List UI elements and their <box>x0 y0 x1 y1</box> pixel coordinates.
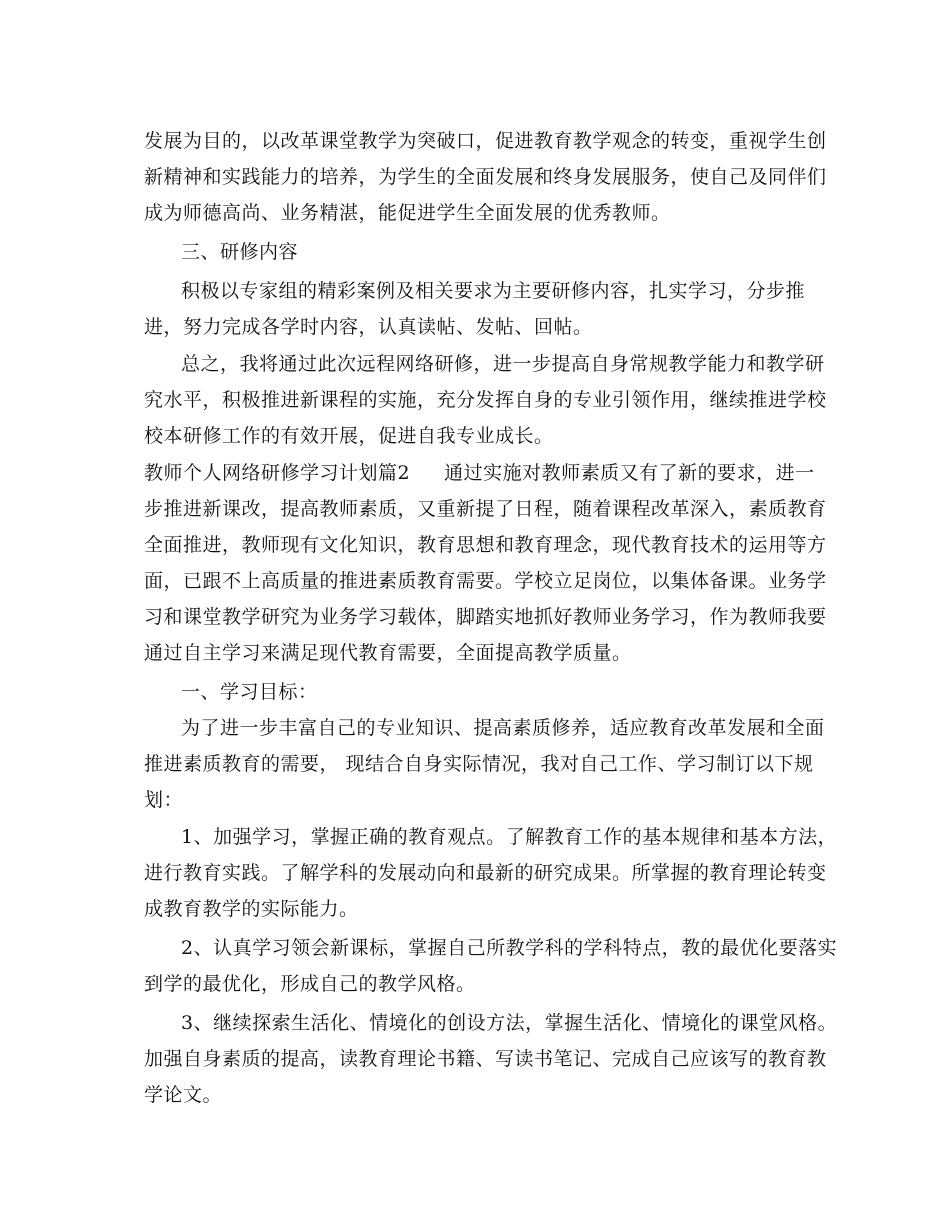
paragraph-line: 划： <box>144 789 184 811</box>
paragraph-line: 积极以专家组的精彩案例及相关要求为主要研修内容，扎实学习，分步推 <box>181 280 806 302</box>
article-title: 教师个人网络研修学习计划篇2 <box>144 462 411 484</box>
paragraph-line: 进，努力完成各学时内容，认真读帖、发帖、回帖。 <box>144 316 593 338</box>
paragraph-line: 成教育教学的实际能力。 <box>144 898 359 920</box>
paragraph-line: 学论文。 <box>144 1084 223 1106</box>
list-item-line: 3、继续探索生活化、情境化的创设方法，掌握生活化、情境化的课堂风格。 <box>181 1012 838 1034</box>
paragraph-line: 面，已跟不上高质量的推进素质教育需要。学校立足岗位，以集体备课。业务学 <box>144 570 827 592</box>
paragraph-line: 到学的最优化，形成自己的教学风格。 <box>144 973 476 995</box>
paragraph-line: 步推进新课改，提高教师素质，又重新提了日程，随着课程改革深入，素质教育 <box>144 498 827 520</box>
paragraph-line: 进行教育实践。了解学科的发展动向和最新的研究成果。所掌握的教育理论转变 <box>144 862 827 884</box>
paragraph-line: 总之，我将通过此次远程网络研修，进一步提高自身常规教学能力和教学研 <box>181 353 825 375</box>
paragraph-line: 加强自身素质的提高，读教育理论书籍、写读书笔记、完成自己应该写的教育教 <box>144 1048 827 1070</box>
article-title-line <box>144 461 815 485</box>
section-heading: 一、学习目标： <box>181 681 318 703</box>
paragraph-line: 为了进一步丰富自己的专业知识、提高素质修养，适应教育改革发展和全面 <box>181 717 825 739</box>
list-item-line: 2、认真学习领会新课标，掌握自己所教学科的学科特点，教的最优化要落实 <box>181 937 838 959</box>
paragraph-line: 校本研修工作的有效开展，促进自我专业成长。 <box>144 425 554 447</box>
paragraph-line: 发展为目的，以改革课堂教学为突破口，促进教育教学观念的转变，重视学生创 <box>144 130 827 152</box>
paragraph-line: 究水平，积极推进新课程的实施，充分发挥自身的专业引领作用，继续推进学校 <box>144 389 827 411</box>
paragraph-line: 全面推进，教师现有文化知识，教育思想和教育理念，现代教育技术的运用等方 <box>144 534 827 556</box>
paragraph-line: 推进素质教育的需要， 现结合自身实际情况，我对自己工作、学习制订以下规 <box>144 753 814 775</box>
paragraph-line: 成为师德高尚、业务精湛，能促进学生全面发展的优秀教师。 <box>144 202 671 224</box>
section-heading: 三、研修内容 <box>181 241 299 263</box>
list-item-line: 1、加强学习，掌握正确的教育观点。了解教育工作的基本规律和基本方法， <box>181 826 838 848</box>
paragraph-line: 新精神和实践能力的培养，为学生的全面发展和终身发展服务，使自己及同伴们 <box>144 166 827 188</box>
paragraph-text: 通过实施对教师素质又有了新的要求，进一 <box>444 462 815 484</box>
paragraph-line: 习和课堂教学研究为业务学习载体，脚踏实地抓好教师业务学习，作为教师我要 <box>144 606 827 628</box>
paragraph-line: 通过自主学习来满足现代教育需要，全面提高教学质量。 <box>144 642 632 664</box>
